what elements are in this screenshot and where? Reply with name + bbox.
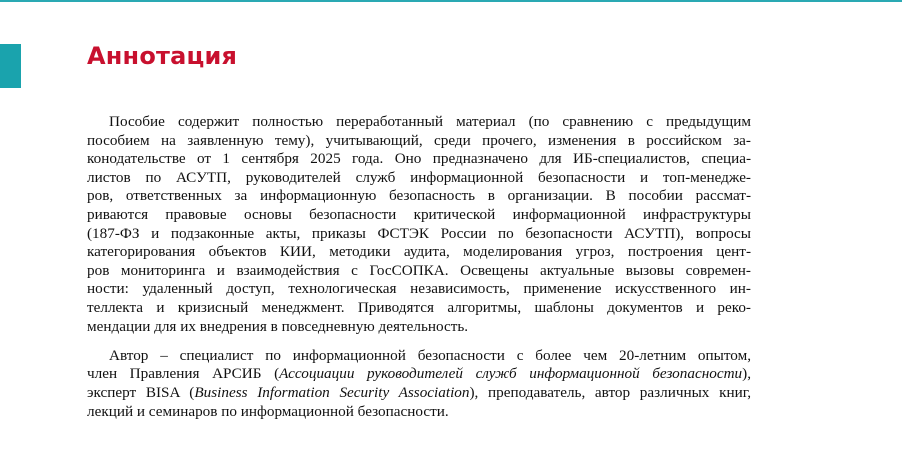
text-line: риваются правовые основы безопасности критической информационной инфраструктуры: [87, 205, 751, 223]
text-line: Автор – специалист по информационной безопасности с более чем 20-летним опытом,: [109, 346, 751, 364]
italic-organization-name: Business Information Security Association: [194, 383, 470, 401]
text-line: [87, 384, 751, 403]
text-line: ров, ответственных за информационную безопасность в организации. В пособии рассмат-: [87, 187, 751, 205]
text-line: конодательстве от 1 сентября 2025 года. Оно предназначено для ИБ-специалистов, специа-: [87, 150, 751, 168]
text-fragment: ), преподаватель, автор различных книг,: [469, 383, 752, 401]
text-line: теллекта и кризисный менеджмент. Приводятся алгоритмы, шаблоны документов и реко-: [87, 298, 751, 316]
text-line: Пособие содержит полностью переработанный материал (по сравнению с предыдущим: [109, 113, 751, 130]
text-line: ности: удаленный доступ, технологическая независимость, применение искусственного ин-: [87, 280, 751, 298]
text-line: (187-ФЗ и подзаконные акты, приказы ФСТЭК России по безопасности АСУТП), вопросы: [87, 224, 751, 242]
text-line: пособием на заявленную тему), учитывающий, среди прочего, изменения в российском за-: [87, 131, 751, 149]
text-line: листов по АСУТП, руководителей служб информационной безопасности и топ-менедже-: [87, 168, 751, 186]
page-title: Аннотация: [87, 42, 238, 70]
text-line: лекций и семинаров по информационной безопасности.: [87, 402, 449, 420]
text-line: [87, 365, 751, 384]
italic-organization-name: Ассоциации руководителей служб информационной безопасности: [279, 365, 743, 383]
text-fragment: ),: [742, 365, 751, 383]
side-tab-marker: [0, 44, 21, 88]
annotation-body: [87, 113, 751, 421]
text-fragment: член Правления АРСИБ (: [87, 365, 280, 383]
text-fragment: эксперт BISA (: [87, 383, 195, 401]
text-line: мендации для их внедрения в повседневную деятельность.: [87, 317, 469, 335]
text-line: категорирования объектов КИИ, методики аудита, моделирования угроз, построения цент-: [87, 243, 751, 261]
text-line: ров мониторинга и взаимодействия с ГосСОПКА. Освещены актуальные вызовы современ-: [87, 261, 751, 279]
annotation-paragraph-1: [87, 113, 751, 336]
annotation-paragraph-2: [87, 347, 751, 421]
top-rule: [0, 0, 902, 2]
